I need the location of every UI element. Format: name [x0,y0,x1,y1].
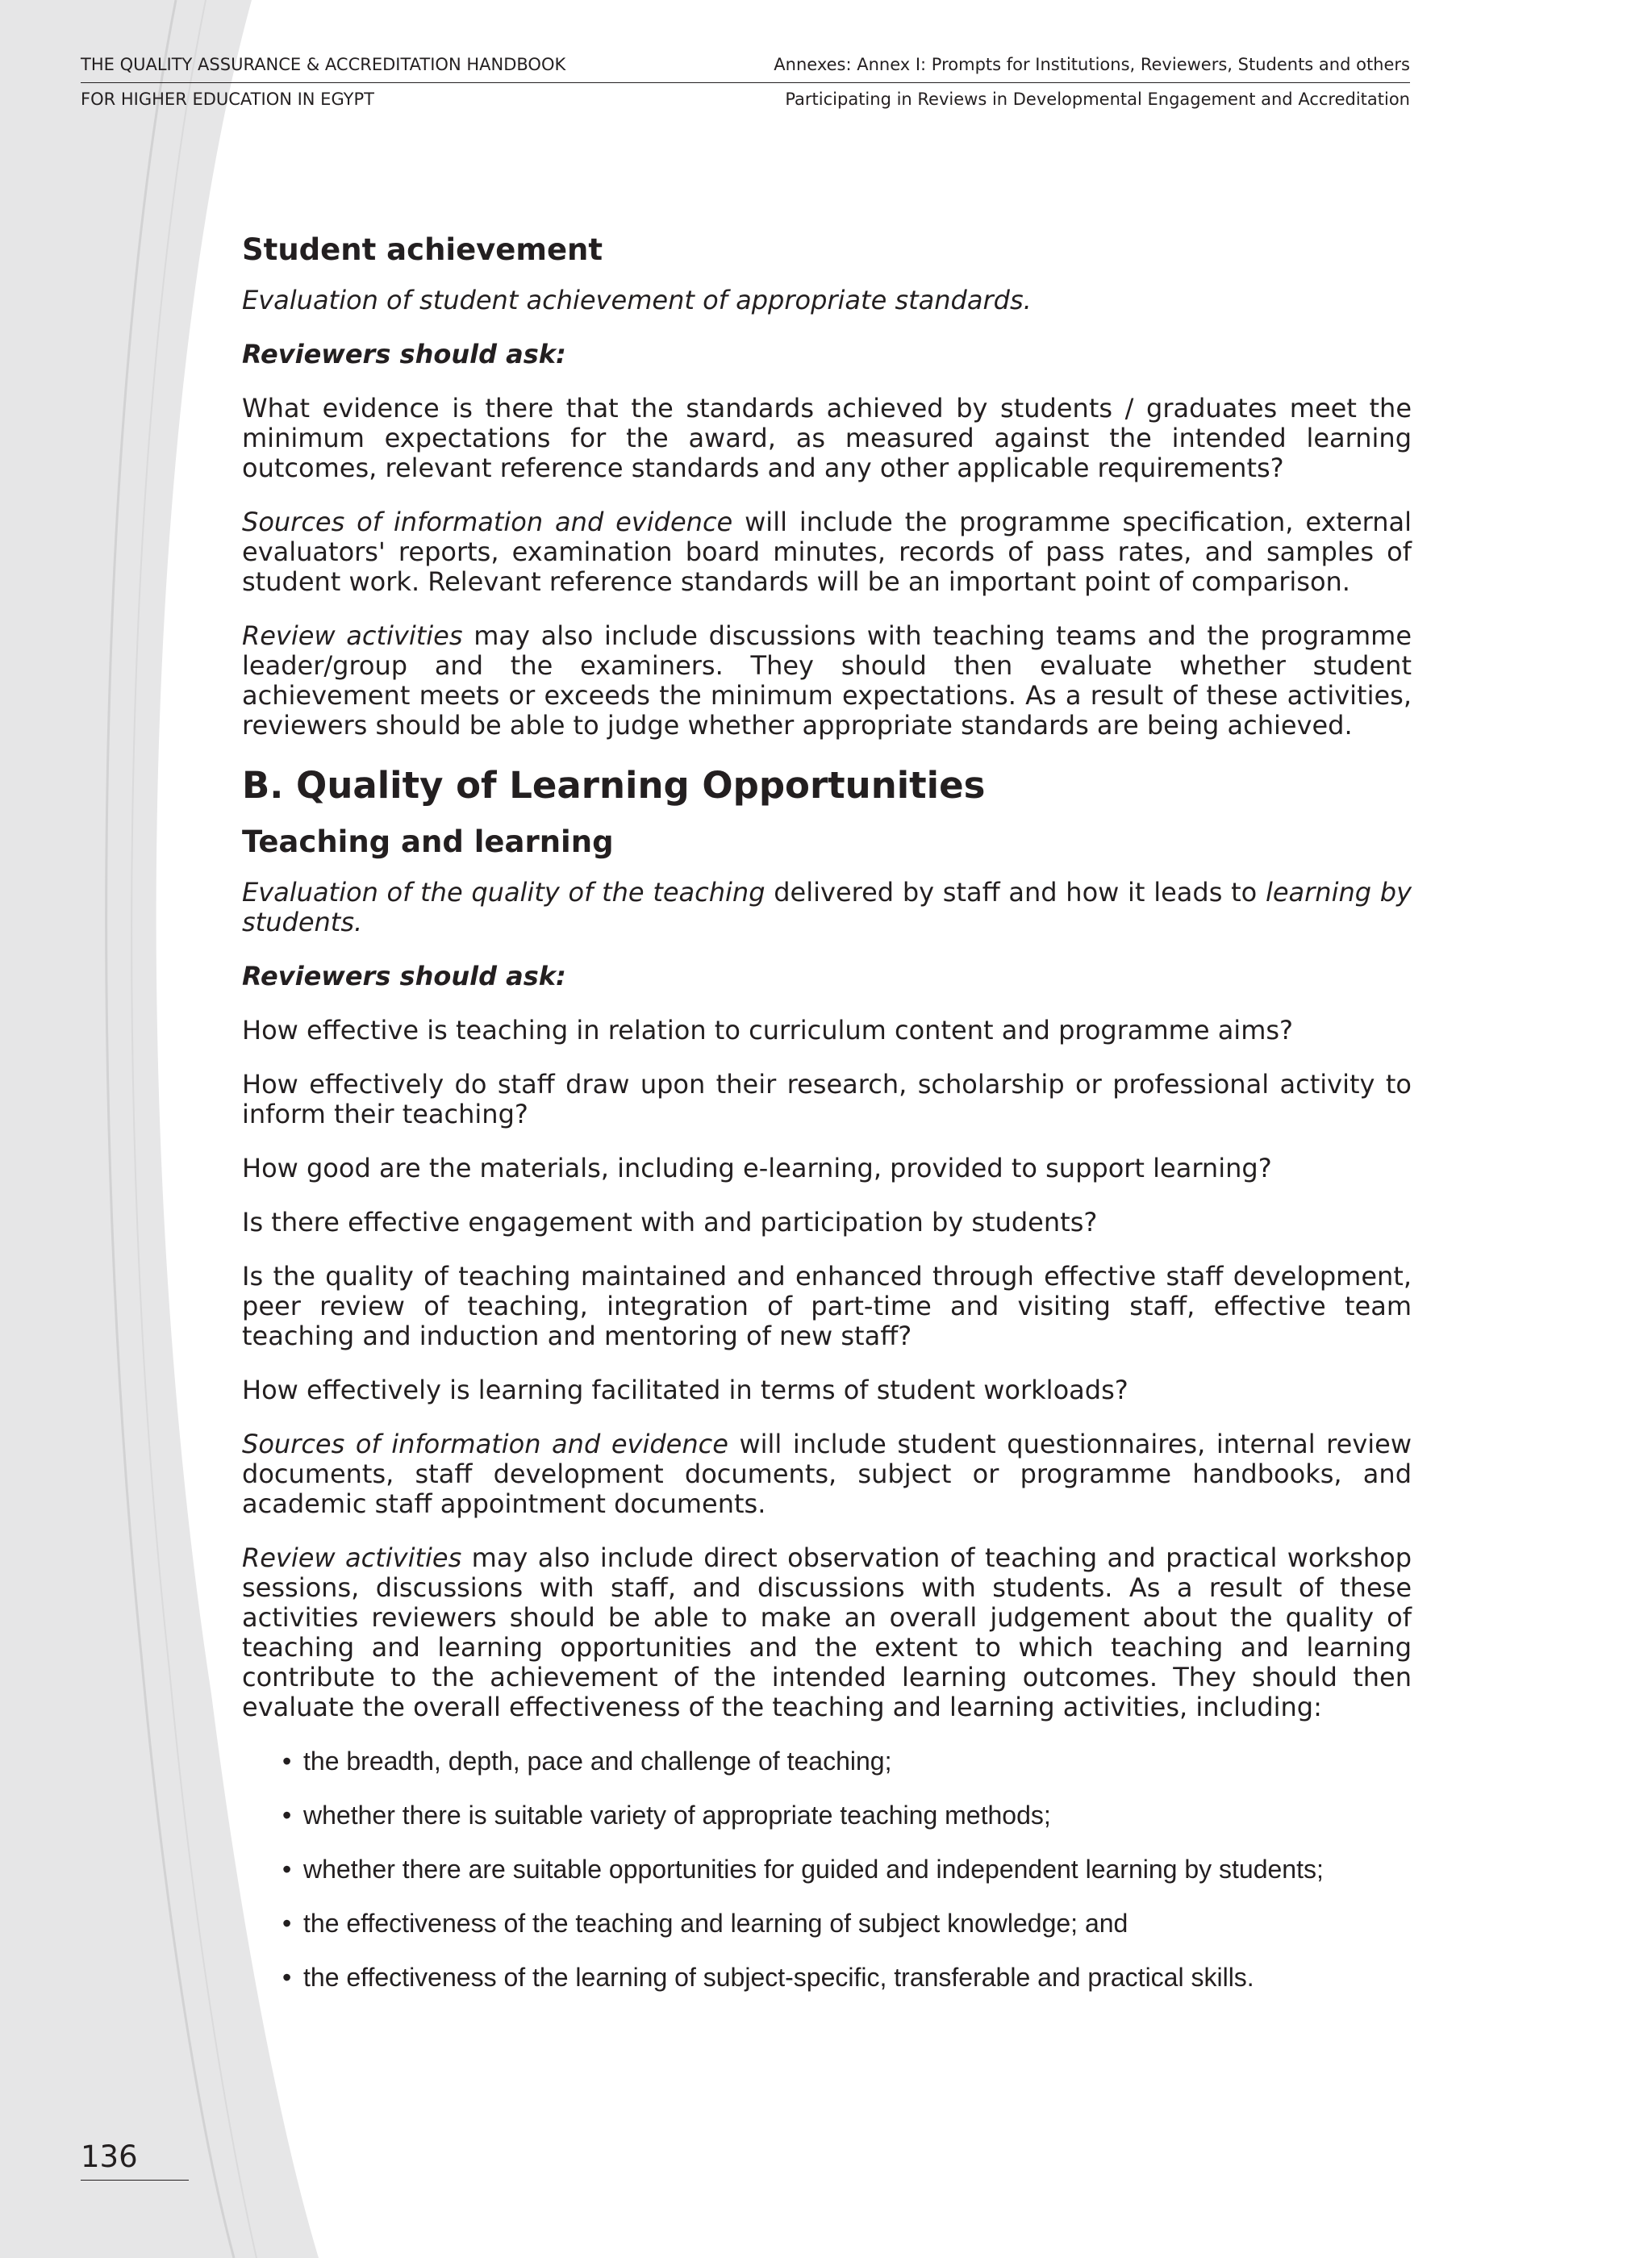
list-item [282,1963,1412,1993]
handbook-title: THE QUALITY ASSURANCE & ACCREDITATION HANDBOOK [81,55,566,74]
evaluation-bullet-list [242,1747,1412,1993]
header-bottom-row [81,83,1410,109]
list-item [282,1801,1412,1830]
student-achievement-review [242,621,1412,741]
annex-subtitle: Participating in Reviews in Developmental Engagement and Accreditation [785,90,1410,109]
review-activities-label-2: Review activities [242,1542,462,1573]
sources-label-2: Sources of information and evidence [242,1429,728,1459]
running-header [81,55,1410,109]
header-top-row [81,55,1410,83]
bullet-text: whether there are suitable opportunities for guided and independent learning by students; [303,1855,1324,1884]
bullet-glyph: • [282,1909,292,1938]
bullet-text: the effectiveness of the teaching and learning of subject knowledge; and [303,1909,1128,1938]
teaching-learning-sources [242,1430,1412,1519]
sources-text: will include the programme specification, external evaluators' reports, examination board minutes, records of pass rates, and samples of student work. Relevant reference standards will be an important point of comparison. [242,507,1412,597]
question-item: Is there effective engagement with and participation by students? [242,1207,1098,1238]
reviewers-ask-label-2: Reviewers should ask: [242,961,566,991]
student-achievement-lead: Evaluation of student achievement of appropriate standards. [242,285,1032,315]
bullet-glyph: • [282,1963,292,1992]
annex-title: Annexes: Annex I: Prompts for Institutions, Reviewers, Students and others [774,55,1410,74]
bullet-text: whether there is suitable variety of appropriate teaching methods; [303,1801,1051,1830]
page-number: 136 [81,2139,189,2181]
bullet-text: the effectiveness of the learning of subject-specific, transferable and practical skills. [303,1963,1254,1992]
reviewers-ask-label: Reviewers should ask: [242,339,566,369]
question-item: How effectively do staff draw upon their research, scholarship or professional activity to inform their teaching? [242,1069,1412,1129]
lead-plain-part: delivered by staff and how it leads to [765,877,1266,908]
question-item: How effectively is learning facilitated in terms of student workloads? [242,1375,1128,1405]
sources-label: Sources of information and evidence [242,507,733,537]
teaching-learning-lead [242,878,1412,937]
bullet-glyph: • [282,1801,292,1830]
review-activities-label: Review activities [242,620,463,651]
handbook-subtitle: FOR HIGHER EDUCATION IN EGYPT [81,90,374,109]
student-achievement-sources [242,507,1412,597]
sources-text-2: will include student questionnaires, internal review documents, staff development documents, subject or programme handbooks, and academic staff appointment documents. [242,1429,1412,1519]
section-b-heading: B. Quality of Learning Opportunities [242,764,986,807]
question-item: How good are the materials, including e-learning, provided to support learning? [242,1153,1272,1183]
question-item: How effective is teaching in relation to curriculum content and programme aims? [242,1015,1294,1046]
teaching-learning-heading: Teaching and learning [242,824,614,859]
list-item [282,1855,1412,1884]
question-item: Is the quality of teaching maintained and enhanced through effective staff development, peer review of teaching, integration of part-time and visiting staff, effective team teaching and induction and mentoring of new staff? [242,1261,1412,1351]
review-activities-text-2: may also include direct observation of teaching and practical workshop sessions, discussions with staff, and discussions with students. As a result of these activities reviewers should be able to make an overall judgement about the quality of teaching and learning opportunities and the extent to which teaching and learning contribute to the achievement of the intended learning outcomes. They should then evaluate the overall effectiveness of the teaching and learning activities, including: [242,1542,1412,1722]
lead-italic-part-2: learning by students. [242,877,1412,937]
bullet-text: the breadth, depth, pace and challenge of teaching; [303,1747,892,1776]
review-activities-text: may also include discussions with teaching teams and the programme leader/group and the examiners. They should then evaluate whether student achievement meets or exceeds the minimum expectations. As a result of these activities, reviewers should be able to judge whether appropriate standards are being achieved. [242,620,1412,741]
bullet-glyph: • [282,1855,292,1884]
student-achievement-question: What evidence is there that the standards achieved by students / graduates meet the minimum expectations for the award, as measured against the intended learning outcomes, relevant reference standards and any other applicable requirements? [242,393,1412,483]
bullet-glyph: • [282,1747,292,1776]
student-achievement-heading: Student achievement [242,232,603,267]
teaching-learning-review [242,1543,1412,1722]
list-item [282,1747,1412,1776]
lead-italic-part-1: Evaluation of the quality of the teaching [242,877,766,908]
page-body [242,232,1412,2017]
list-item [282,1909,1412,1939]
